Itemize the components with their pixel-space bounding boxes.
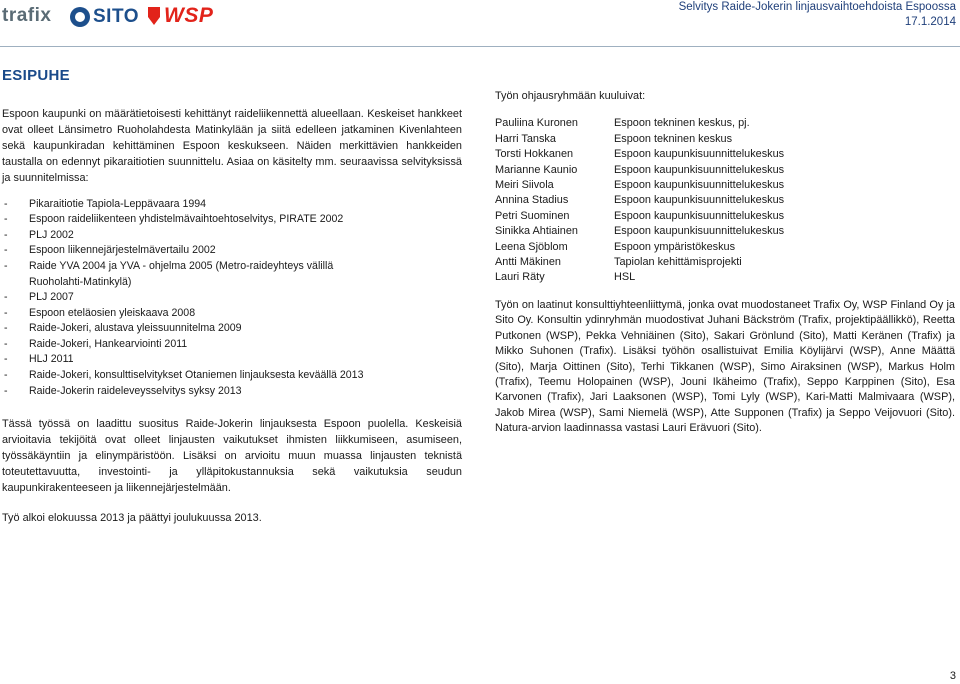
steering-group-list xyxy=(495,116,955,285)
study-item: - Raide-Jokerin raideleveysselvitys syksy 2013 xyxy=(4,384,389,400)
member-row xyxy=(495,163,955,178)
member-org: Espoon kaupunkisuunnittelukeskus xyxy=(614,209,785,222)
wsp-logo-text: WSP xyxy=(164,4,214,27)
study-item: - Raide YVA 2004 ja YVA - ohjelma 2005 (Metro-raideyhteys välillä Ruoholahti-Matinkylä) xyxy=(4,259,389,290)
member-org: Espoon kaupunkisuunnittelukeskus xyxy=(614,179,785,192)
member-name: Marianne Kaunio xyxy=(495,163,578,176)
member-row xyxy=(495,147,955,162)
member-name: Harri Tanska xyxy=(495,132,556,145)
member-row xyxy=(495,178,955,193)
study-item: - PLJ 2002 xyxy=(4,228,389,244)
member-org: Espoon ympäristökeskus xyxy=(614,240,736,253)
member-row xyxy=(495,209,955,224)
right-column xyxy=(495,89,955,447)
member-org: Espoon kaupunkisuunnittelukeskus xyxy=(614,148,785,161)
page-number: 3 xyxy=(949,670,956,682)
page-header xyxy=(0,0,960,32)
study-item: - Raide-Jokeri, alustava yleissuunnitelma 2009 xyxy=(4,321,389,337)
member-name: Lauri Räty xyxy=(495,271,545,284)
member-row xyxy=(495,224,955,239)
study-item: - HLJ 2011 xyxy=(4,352,389,368)
member-name: Torsti Hokkanen xyxy=(495,148,574,161)
consultants-paragraph: Työn on laatinut konsulttiyhteenliittymä, jonka ovat muodostaneet Trafix Oy, WSP Finland Oy ja Sito Oy. Konsultin ydinryhmän muodostivat Juhani Bäckström (Trafix, projektipäällikkö), Reetta Putkonen (WSP), Pekka Vehniäinen (Sito), Sakari Grönlund (Sito), Matti Keränen (Trafix) ja Mikko Suhonen (Trafix). Lisäksi työhön osallistuivat Emilia Köylijärvi (WSP), Anne Määttä (Sito), Marja Oittinen (Sito), Terhi Tikkanen (WSP), Simo Airaksinen (WSP), Markus Holm (Trafix), Teemu Holopainen (WSP), Jouni Ikäheimo (Trafix), Seppo Karppinen (Sito), Esa Karvonen (Trafix), Jari Laaksonen (WSP), Tomi Lyly (WSP), Kari-Matti Malmivaara (WSP), Jakob Mirea (WSP), Sami Niemelä (WSP), Atte Supponen (Trafix) ja Seppo Veijovuori (Sito). Natura-arvion laadinnassa vastasi Lauri Erävuori (Sito). xyxy=(495,298,955,435)
study-item: - Pikaraitiotie Tapiola-Leppävaara 1994 xyxy=(4,197,389,213)
member-org: Espoon tekninen keskus xyxy=(614,132,733,145)
study-item: - Raide-Jokeri, konsulttiselvitykset Otaniemen linjauksesta keväällä 2013 xyxy=(4,368,389,384)
member-org: Tapiolan kehittämisprojekti xyxy=(614,256,742,269)
member-org: HSL xyxy=(614,271,636,284)
sito-logo-text: SITO xyxy=(93,6,139,27)
study-item: - Espoon liikennejärjestelmävertailu 2002 xyxy=(4,243,389,259)
member-name: Petri Suominen xyxy=(495,209,570,222)
timeline-paragraph: Työ alkoi elokuussa 2013 ja päättyi joulukuussa 2013. xyxy=(2,511,262,524)
document-title: Selvitys Raide-Jokerin linjausvaihtoehdoista Espoossa xyxy=(678,1,956,13)
member-org: Espoon kaupunkisuunnittelukeskus xyxy=(614,163,785,176)
member-name: Pauliina Kuronen xyxy=(495,117,578,130)
member-name: Annina Stadius xyxy=(495,194,569,207)
member-row xyxy=(495,116,955,131)
trafix-logo xyxy=(2,1,51,31)
member-row xyxy=(495,270,955,285)
member-org: Espoon tekninen keskus, pj. xyxy=(614,117,750,130)
study-item: - Espoon raideliikenteen yhdistelmävaihtoehtoselvitys, PIRATE 2002 xyxy=(4,212,389,228)
member-row xyxy=(495,255,955,270)
member-row xyxy=(495,240,955,255)
member-row xyxy=(495,193,955,208)
sito-logo-icon xyxy=(70,7,90,27)
intro-paragraph: Espoon kaupunki on määrätietoisesti kehittänyt raideliikennettä alueellaan. Keskeiset hankkeet ovat olleet Länsimetro Ruoholahdesta Matinkylään ja siitä edelleen jatkaminen Kivenlahteen sekä kaupunkiradan kehittäminen Espoon keskukseen. Näiden merkittävien hankkeiden taustalla on edennyt pikaraitiotien suunnittelu. Asiaa on käsitelty mm. seuraavissa selvityksissä ja suunnitelmissa: xyxy=(2,108,462,184)
member-org: Espoon kaupunkisuunnittelukeskus xyxy=(614,225,785,238)
wsp-logo-icon xyxy=(146,5,162,27)
trafix-logo-text: trafix xyxy=(2,5,52,26)
member-name: Sinikka Ahtiainen xyxy=(495,225,578,238)
member-row xyxy=(495,132,955,147)
steering-group-intro: Työn ohjausryhmään kuuluivat: xyxy=(495,90,646,102)
member-name: Meiri Siivola xyxy=(495,179,554,192)
member-org: Espoon kaupunkisuunnittelukeskus xyxy=(614,194,785,207)
purpose-paragraph: Tässä työssä on laadittu suositus Raide-Jokerin linjauksesta Espoon puolella. Keskeisiä arvioitavia tekijöitä ovat olleet linjausten vaikutukset ihmisten liikkumiseen, asumiseen, työssäkäyntiin ja elinympäristöön. Lisäksi on arvioitu muun muassa linjausten teknistä toteutettavuutta, investointi- ja ylläpitokustannuksia sekä vaikutuksia seudun kaupunkirakenteeseen ja liikennejärjestelmään. xyxy=(2,418,462,494)
study-item: - Espoon eteläosien yleiskaava 2008 xyxy=(4,306,389,322)
header-info xyxy=(679,0,956,30)
study-item: - Raide-Jokeri, Hankearviointi 2011 xyxy=(4,337,389,353)
member-name: Leena Sjöblom xyxy=(495,240,568,253)
studies-list xyxy=(2,197,462,400)
left-column xyxy=(2,107,462,538)
study-item: - PLJ 2007 xyxy=(4,290,389,306)
document-date: 17.1.2014 xyxy=(904,16,956,28)
member-name: Antti Mäkinen xyxy=(495,256,561,269)
sito-logo xyxy=(70,2,139,32)
wsp-logo xyxy=(146,1,213,31)
header-divider xyxy=(0,46,960,47)
section-heading: ESIPUHE xyxy=(2,67,70,84)
